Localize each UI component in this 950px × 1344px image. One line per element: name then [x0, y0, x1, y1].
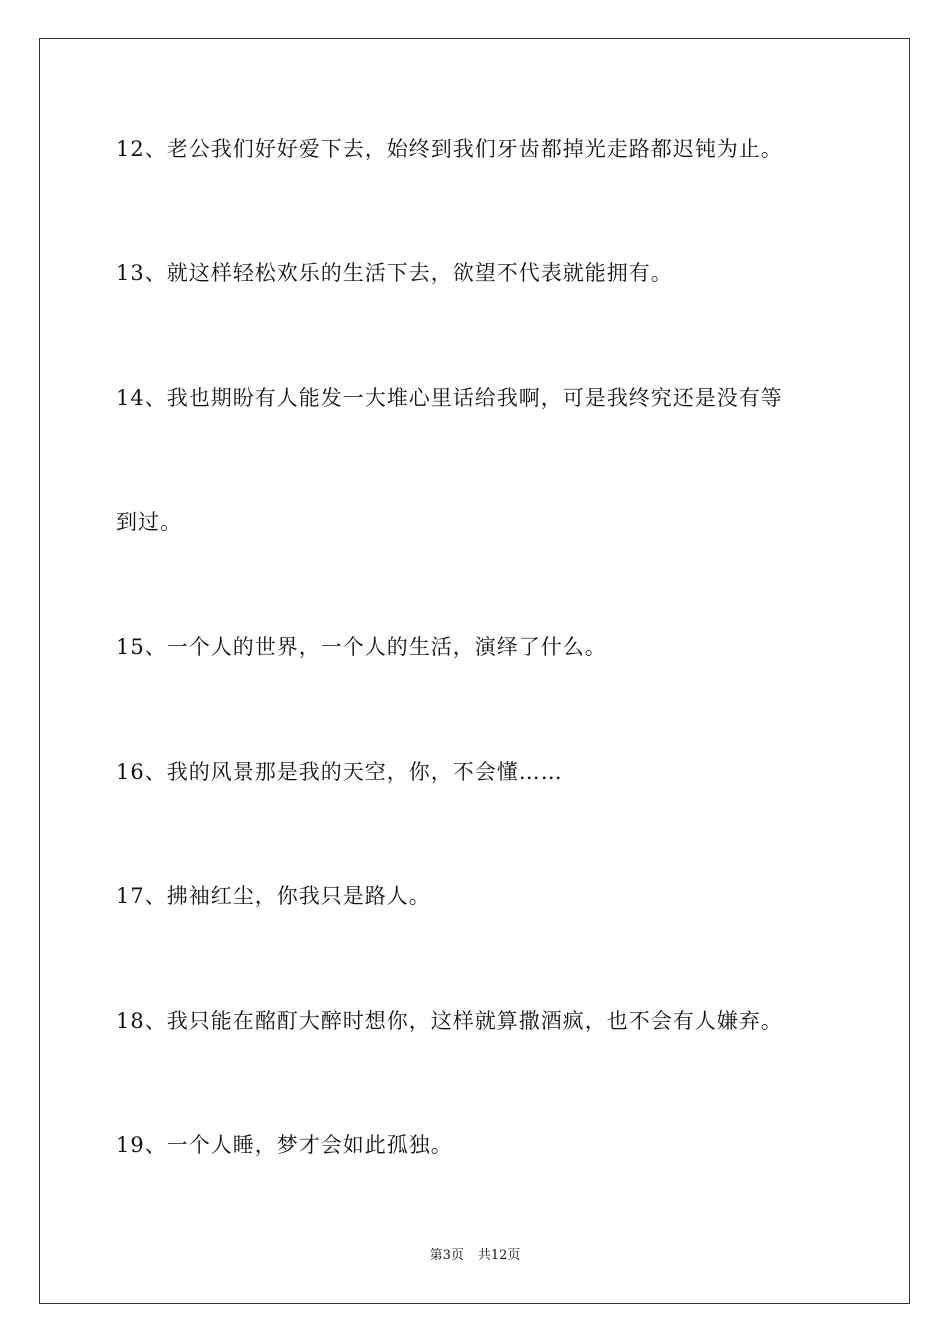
text-line-16: 16、我的风景那是我的天空，你，不会懂…… — [116, 760, 563, 784]
text-line-17: 17、拂袖红尘，你我只是路人。 — [116, 884, 431, 908]
text-line-15: 15、一个人的世界，一个人的生活，演绎了什么。 — [116, 635, 607, 659]
text-line-12: 12、老公我们好好爱下去，始终到我们牙齿都掉光走路都迟钝为止。 — [116, 137, 783, 161]
page-border — [39, 38, 910, 1304]
text-line-13: 13、就这样轻松欢乐的生活下去，欲望不代表就能拥有。 — [116, 261, 673, 285]
text-line-14-continued: 到过。 — [116, 510, 182, 534]
page-number-total: 共12页 — [477, 1248, 521, 1263]
text-line-14: 14、我也期盼有人能发一大堆心里话给我啊，可是我终究还是没有等 — [116, 386, 783, 410]
text-line-19: 19、一个人睡，梦才会如此孤独。 — [116, 1133, 453, 1157]
text-line-18: 18、我只能在酩酊大醉时想你，这样就算撒酒疯，也不会有人嫌弃。 — [116, 1009, 783, 1033]
page-number-current: 第3页 — [429, 1248, 464, 1263]
page-footer — [0, 1247, 950, 1265]
